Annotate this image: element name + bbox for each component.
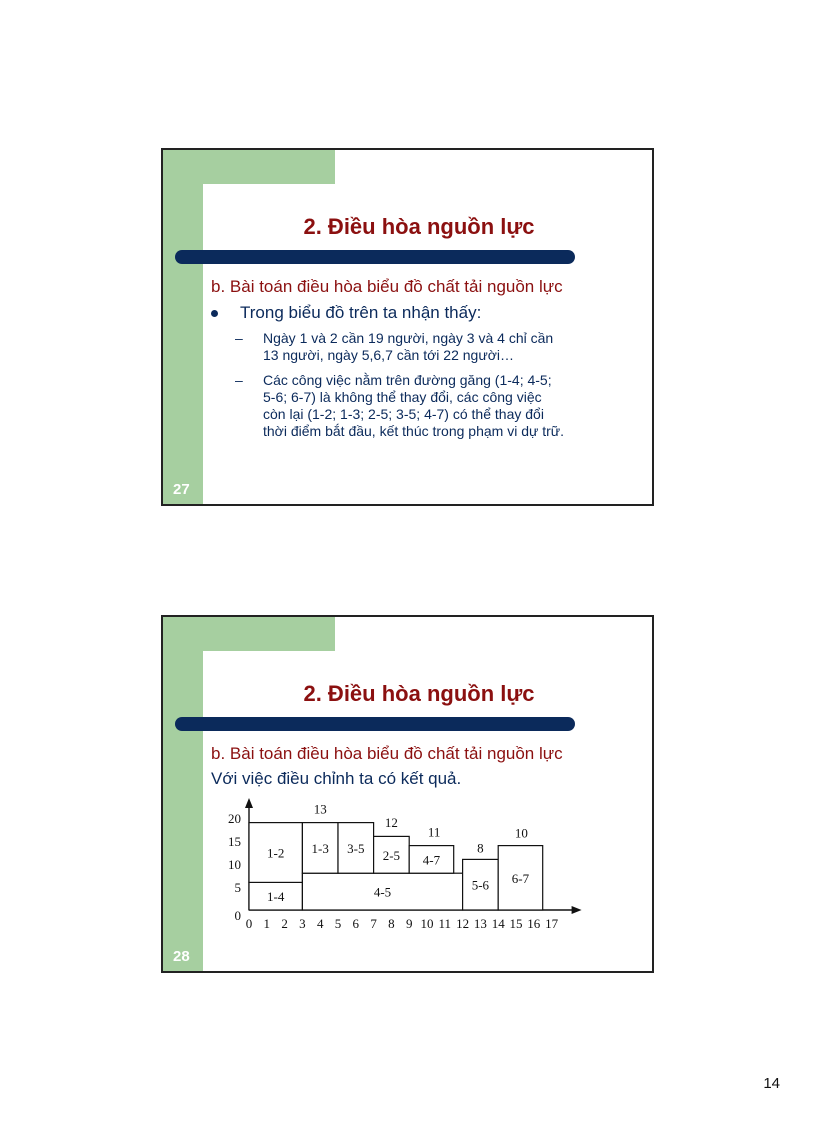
chart-block-label: 6-7 [511, 870, 530, 886]
x-tick-label: 14 [491, 916, 505, 931]
x-tick-label: 12 [456, 916, 470, 931]
chart-block-label: 2-5 [382, 847, 401, 863]
slide-subtitle: b. Bài toán điều hòa biểu đồ chất tải nguồn lực [211, 744, 563, 763]
dash-item [235, 372, 625, 440]
bullet-item [211, 303, 481, 323]
y-tick-label: 5 [234, 880, 241, 895]
slide-sidebar [163, 617, 203, 971]
slide-page-number: 27 [173, 481, 190, 498]
x-tick-label: 10 [420, 916, 434, 931]
y-tick-label: 15 [228, 834, 241, 849]
x-axis-arrow-icon [572, 906, 582, 914]
x-tick-label: 7 [370, 916, 377, 931]
document-page-number: 14 [763, 1075, 780, 1092]
x-tick-label: 1 [263, 916, 271, 931]
x-tick-label: 0 [245, 916, 253, 931]
slide-top-band [163, 150, 335, 184]
slide-sidebar [163, 150, 203, 504]
slide-subtitle: b. Bài toán điều hòa biểu đồ chất tải nguồn lực [211, 277, 563, 296]
x-tick-label: 5 [334, 916, 342, 931]
chart-block-label: 4-7 [422, 852, 441, 868]
slide-title: 2. Điều hòa nguồn lực [303, 681, 535, 706]
slide-text-line: Với việc điều chỉnh ta có kết quả. [211, 769, 462, 788]
dash-mark: – [235, 330, 243, 346]
chart-block-label: 1-3 [311, 840, 329, 856]
dash-line: còn lại (1-2; 1-3; 2-5; 3-5; 4-7) có thể thay đổi [263, 406, 544, 422]
chart-block-label: 5-6 [471, 877, 490, 893]
chart-block-label: 1-2 [267, 845, 285, 861]
x-tick-label: 4 [316, 916, 324, 931]
y-axis-arrow-icon [245, 798, 253, 808]
bullet-dot-icon [211, 310, 218, 317]
chart-total-label: 8 [477, 840, 484, 856]
chart-block-label: 4-5 [373, 884, 392, 900]
x-tick-label: 8 [388, 916, 395, 931]
dash-mark: – [235, 372, 243, 388]
dash-line: Ngày 1 và 2 cần 19 người, ngày 3 và 4 chỉ cần [263, 330, 554, 346]
x-tick-label: 15 [509, 916, 523, 931]
x-tick-label: 2 [281, 916, 288, 931]
slide-27 [161, 148, 654, 506]
slide-page-number: 28 [173, 948, 190, 965]
chart-total-label: 12 [384, 815, 398, 831]
slide-28 [161, 615, 654, 973]
dash-line: 13 người, ngày 5,6,7 cần tới 22 người… [263, 347, 514, 363]
x-tick-label: 9 [405, 916, 413, 931]
resource-load-chart [215, 797, 635, 937]
title-underline-bar [175, 250, 575, 264]
title-underline-bar [175, 717, 575, 731]
dash-line: thời điểm bắt đầu, kết thúc trong phạm vi dự trữ. [263, 423, 565, 439]
x-tick-label: 17 [545, 916, 559, 931]
x-tick-label: 3 [299, 916, 306, 931]
dash-line: Các công việc nằm trên đường găng (1-4; 4-5; [263, 372, 552, 388]
x-tick-label: 13 [473, 916, 487, 931]
slide-title: 2. Điều hòa nguồn lực [303, 214, 535, 239]
x-tick-label: 16 [527, 916, 541, 931]
dash-item [235, 330, 625, 364]
slide-top-band [163, 617, 335, 651]
x-tick-label: 11 [438, 916, 452, 931]
chart-block-label: 1-4 [267, 889, 285, 905]
y-tick-label: 0 [234, 908, 241, 923]
dash-line: 5-6; 6-7) là không thể thay đổi, các công việc [263, 389, 542, 405]
x-tick-label: 6 [352, 916, 360, 931]
bullet-text: Trong biểu đồ trên ta nhận thấy: [240, 303, 482, 322]
chart-total-label: 10 [514, 825, 528, 841]
chart-total-label: 13 [313, 801, 327, 817]
chart-total-label: 11 [427, 824, 441, 840]
chart-block-label: 3-5 [347, 840, 365, 856]
y-tick-label: 20 [228, 811, 241, 826]
y-tick-label: 10 [228, 857, 241, 872]
